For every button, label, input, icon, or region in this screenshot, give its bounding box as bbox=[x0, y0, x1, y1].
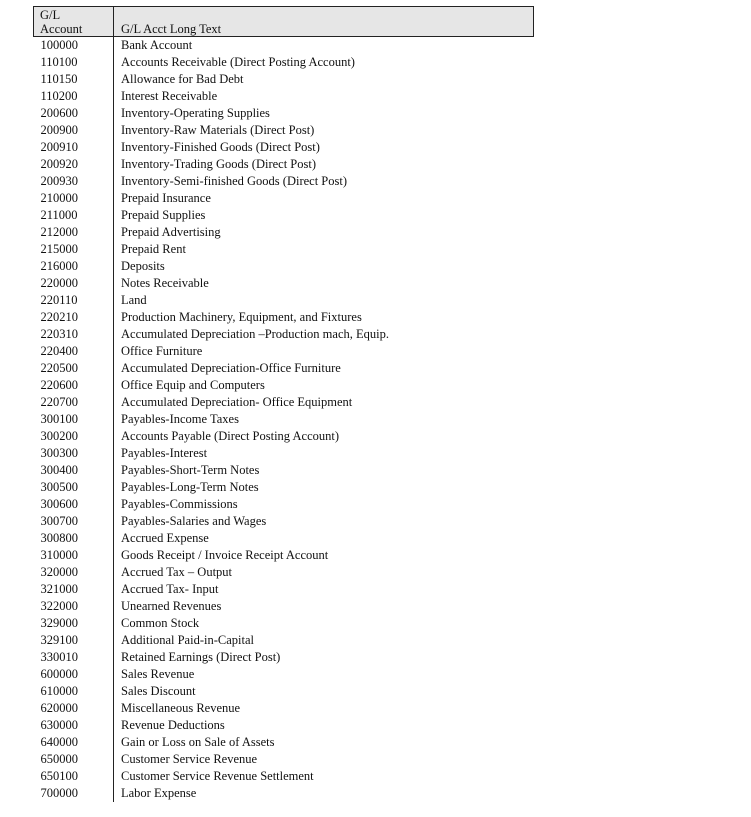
gl-account-number: 630000 bbox=[34, 717, 114, 734]
table-row bbox=[34, 156, 534, 173]
gl-account-long-text: Accumulated Depreciation- Office Equipment bbox=[121, 395, 353, 409]
gl-account-number: 220210 bbox=[34, 309, 114, 326]
header-gl-account-line2: Account bbox=[40, 22, 83, 36]
gl-account-long-text: Inventory-Operating Supplies bbox=[121, 106, 270, 120]
table-row bbox=[34, 666, 534, 683]
gl-account-long-text: Customer Service Revenue bbox=[121, 752, 258, 766]
table-row bbox=[34, 564, 534, 581]
gl-account-number: 300200 bbox=[34, 428, 114, 445]
gl-account-number: 300100 bbox=[34, 411, 114, 428]
table-row bbox=[34, 241, 534, 258]
gl-account-number: 300700 bbox=[34, 513, 114, 530]
gl-account-long-text: Retained Earnings (Direct Post) bbox=[121, 650, 281, 664]
gl-account-number: 321000 bbox=[34, 581, 114, 598]
gl-account-table-container bbox=[33, 6, 533, 802]
table-row bbox=[34, 173, 534, 190]
table-row bbox=[34, 71, 534, 88]
table-row bbox=[34, 683, 534, 700]
table-row bbox=[34, 445, 534, 462]
gl-account-long-text: Revenue Deductions bbox=[121, 718, 225, 732]
header-gl-account-line1: G/L bbox=[40, 8, 61, 22]
gl-account-long-text: Additional Paid-in-Capital bbox=[121, 633, 254, 647]
gl-account-long-text: Interest Receivable bbox=[121, 89, 218, 103]
table-body bbox=[34, 37, 534, 803]
gl-account-table bbox=[33, 6, 534, 802]
gl-account-long-text: Prepaid Insurance bbox=[121, 191, 211, 205]
table-row bbox=[34, 88, 534, 105]
gl-account-number: 220500 bbox=[34, 360, 114, 377]
gl-account-long-text: Inventory-Semi-finished Goods (Direct Post) bbox=[121, 174, 348, 188]
gl-account-long-text: Notes Receivable bbox=[121, 276, 209, 290]
gl-account-number: 300600 bbox=[34, 496, 114, 513]
gl-account-long-text: Land bbox=[121, 293, 147, 307]
gl-account-long-text: Allowance for Bad Debt bbox=[121, 72, 244, 86]
gl-account-number: 322000 bbox=[34, 598, 114, 615]
gl-account-long-text: Accumulated Depreciation-Office Furniture bbox=[121, 361, 341, 375]
gl-account-number: 110200 bbox=[34, 88, 114, 105]
gl-account-long-text: Inventory-Trading Goods (Direct Post) bbox=[121, 157, 317, 171]
gl-account-long-text: Prepaid Advertising bbox=[121, 225, 221, 239]
table-row bbox=[34, 768, 534, 785]
table-row bbox=[34, 54, 534, 71]
gl-account-long-text: Accounts Receivable (Direct Posting Account) bbox=[121, 55, 355, 69]
gl-account-long-text: Payables-Income Taxes bbox=[121, 412, 239, 426]
gl-account-number: 700000 bbox=[34, 785, 114, 802]
gl-account-long-text: Common Stock bbox=[121, 616, 200, 630]
table-row bbox=[34, 513, 534, 530]
gl-account-number: 329100 bbox=[34, 632, 114, 649]
table-row bbox=[34, 751, 534, 768]
gl-account-long-text: Prepaid Supplies bbox=[121, 208, 206, 222]
table-row bbox=[34, 547, 534, 564]
table-row bbox=[34, 224, 534, 241]
gl-account-number: 110100 bbox=[34, 54, 114, 71]
gl-account-long-text: Miscellaneous Revenue bbox=[121, 701, 241, 715]
gl-account-number: 320000 bbox=[34, 564, 114, 581]
gl-account-long-text: Unearned Revenues bbox=[121, 599, 222, 613]
gl-account-number: 330010 bbox=[34, 649, 114, 666]
table-row bbox=[34, 785, 534, 802]
gl-account-number: 310000 bbox=[34, 547, 114, 564]
gl-account-number: 200910 bbox=[34, 139, 114, 156]
gl-account-long-text: Bank Account bbox=[121, 38, 193, 52]
gl-account-number: 650100 bbox=[34, 768, 114, 785]
gl-account-long-text: Inventory-Raw Materials (Direct Post) bbox=[121, 123, 315, 137]
gl-account-number: 200920 bbox=[34, 156, 114, 173]
table-header-row bbox=[34, 7, 534, 37]
table-row bbox=[34, 207, 534, 224]
gl-account-long-text: Office Furniture bbox=[121, 344, 203, 358]
gl-account-long-text: Deposits bbox=[121, 259, 165, 273]
table-row bbox=[34, 462, 534, 479]
gl-account-number: 600000 bbox=[34, 666, 114, 683]
gl-account-number: 212000 bbox=[34, 224, 114, 241]
table-row bbox=[34, 122, 534, 139]
gl-account-number: 220310 bbox=[34, 326, 114, 343]
gl-account-number: 220600 bbox=[34, 377, 114, 394]
gl-account-number: 650000 bbox=[34, 751, 114, 768]
gl-account-number: 100000 bbox=[34, 37, 114, 55]
table-row bbox=[34, 581, 534, 598]
table-row bbox=[34, 360, 534, 377]
gl-account-number: 220000 bbox=[34, 275, 114, 292]
table-row bbox=[34, 717, 534, 734]
gl-account-long-text: Labor Expense bbox=[121, 786, 197, 800]
table-row bbox=[34, 530, 534, 547]
gl-account-long-text: Payables-Long-Term Notes bbox=[121, 480, 259, 494]
gl-account-number: 640000 bbox=[34, 734, 114, 751]
gl-account-number: 200600 bbox=[34, 105, 114, 122]
gl-account-number: 200930 bbox=[34, 173, 114, 190]
gl-account-number: 610000 bbox=[34, 683, 114, 700]
gl-account-number: 329000 bbox=[34, 615, 114, 632]
gl-account-number: 216000 bbox=[34, 258, 114, 275]
gl-account-long-text: Accumulated Depreciation –Production mach, Equip. bbox=[121, 327, 389, 341]
gl-account-long-text: Payables-Short-Term Notes bbox=[121, 463, 260, 477]
table-row bbox=[34, 139, 534, 156]
gl-account-number: 215000 bbox=[34, 241, 114, 258]
gl-account-long-text: Gain or Loss on Sale of Assets bbox=[121, 735, 275, 749]
gl-account-long-text: Accounts Payable (Direct Posting Account) bbox=[121, 429, 340, 443]
table-row bbox=[34, 190, 534, 207]
gl-account-long-text: Payables-Commissions bbox=[121, 497, 238, 511]
table-row bbox=[34, 343, 534, 360]
gl-account-number: 211000 bbox=[34, 207, 114, 224]
gl-account-number: 110150 bbox=[34, 71, 114, 88]
table-row bbox=[34, 615, 534, 632]
gl-account-long-text: Accrued Tax – Output bbox=[121, 565, 233, 579]
table-row bbox=[34, 37, 534, 55]
gl-account-long-text: Accrued Expense bbox=[121, 531, 209, 545]
table-row bbox=[34, 479, 534, 496]
gl-account-long-text: Customer Service Revenue Settlement bbox=[121, 769, 314, 783]
gl-account-long-text: Production Machinery, Equipment, and Fixtures bbox=[121, 310, 362, 324]
table-row bbox=[34, 496, 534, 513]
gl-account-number: 220700 bbox=[34, 394, 114, 411]
table-row bbox=[34, 258, 534, 275]
table-row bbox=[34, 394, 534, 411]
gl-account-number: 210000 bbox=[34, 190, 114, 207]
gl-account-long-text: Goods Receipt / Invoice Receipt Account bbox=[121, 548, 329, 562]
gl-account-long-text: Accrued Tax- Input bbox=[121, 582, 219, 596]
gl-account-number: 300400 bbox=[34, 462, 114, 479]
gl-account-number: 220110 bbox=[34, 292, 114, 309]
gl-account-number: 620000 bbox=[34, 700, 114, 717]
table-row bbox=[34, 275, 534, 292]
gl-account-number: 300800 bbox=[34, 530, 114, 547]
gl-account-number: 300300 bbox=[34, 445, 114, 462]
table-row bbox=[34, 309, 534, 326]
table-row bbox=[34, 292, 534, 309]
gl-account-long-text: Office Equip and Computers bbox=[121, 378, 265, 392]
table-row bbox=[34, 105, 534, 122]
header-gl-account bbox=[34, 7, 114, 37]
table-row bbox=[34, 411, 534, 428]
table-row bbox=[34, 428, 534, 445]
gl-account-long-text: Inventory-Finished Goods (Direct Post) bbox=[121, 140, 320, 154]
table-row bbox=[34, 734, 534, 751]
gl-account-long-text: Payables-Salaries and Wages bbox=[121, 514, 267, 528]
gl-account-number: 200900 bbox=[34, 122, 114, 139]
header-gl-long-text: G/L Acct Long Text bbox=[114, 7, 534, 37]
gl-account-long-text: Sales Revenue bbox=[121, 667, 195, 681]
gl-account-long-text: Prepaid Rent bbox=[121, 242, 186, 256]
table-row bbox=[34, 632, 534, 649]
table-row bbox=[34, 700, 534, 717]
gl-account-long-text: Sales Discount bbox=[121, 684, 196, 698]
gl-account-number: 220400 bbox=[34, 343, 114, 360]
table-row bbox=[34, 377, 534, 394]
table-row bbox=[34, 598, 534, 615]
gl-account-long-text: Payables-Interest bbox=[121, 446, 208, 460]
gl-account-number: 300500 bbox=[34, 479, 114, 496]
table-row bbox=[34, 649, 534, 666]
table-row bbox=[34, 326, 534, 343]
